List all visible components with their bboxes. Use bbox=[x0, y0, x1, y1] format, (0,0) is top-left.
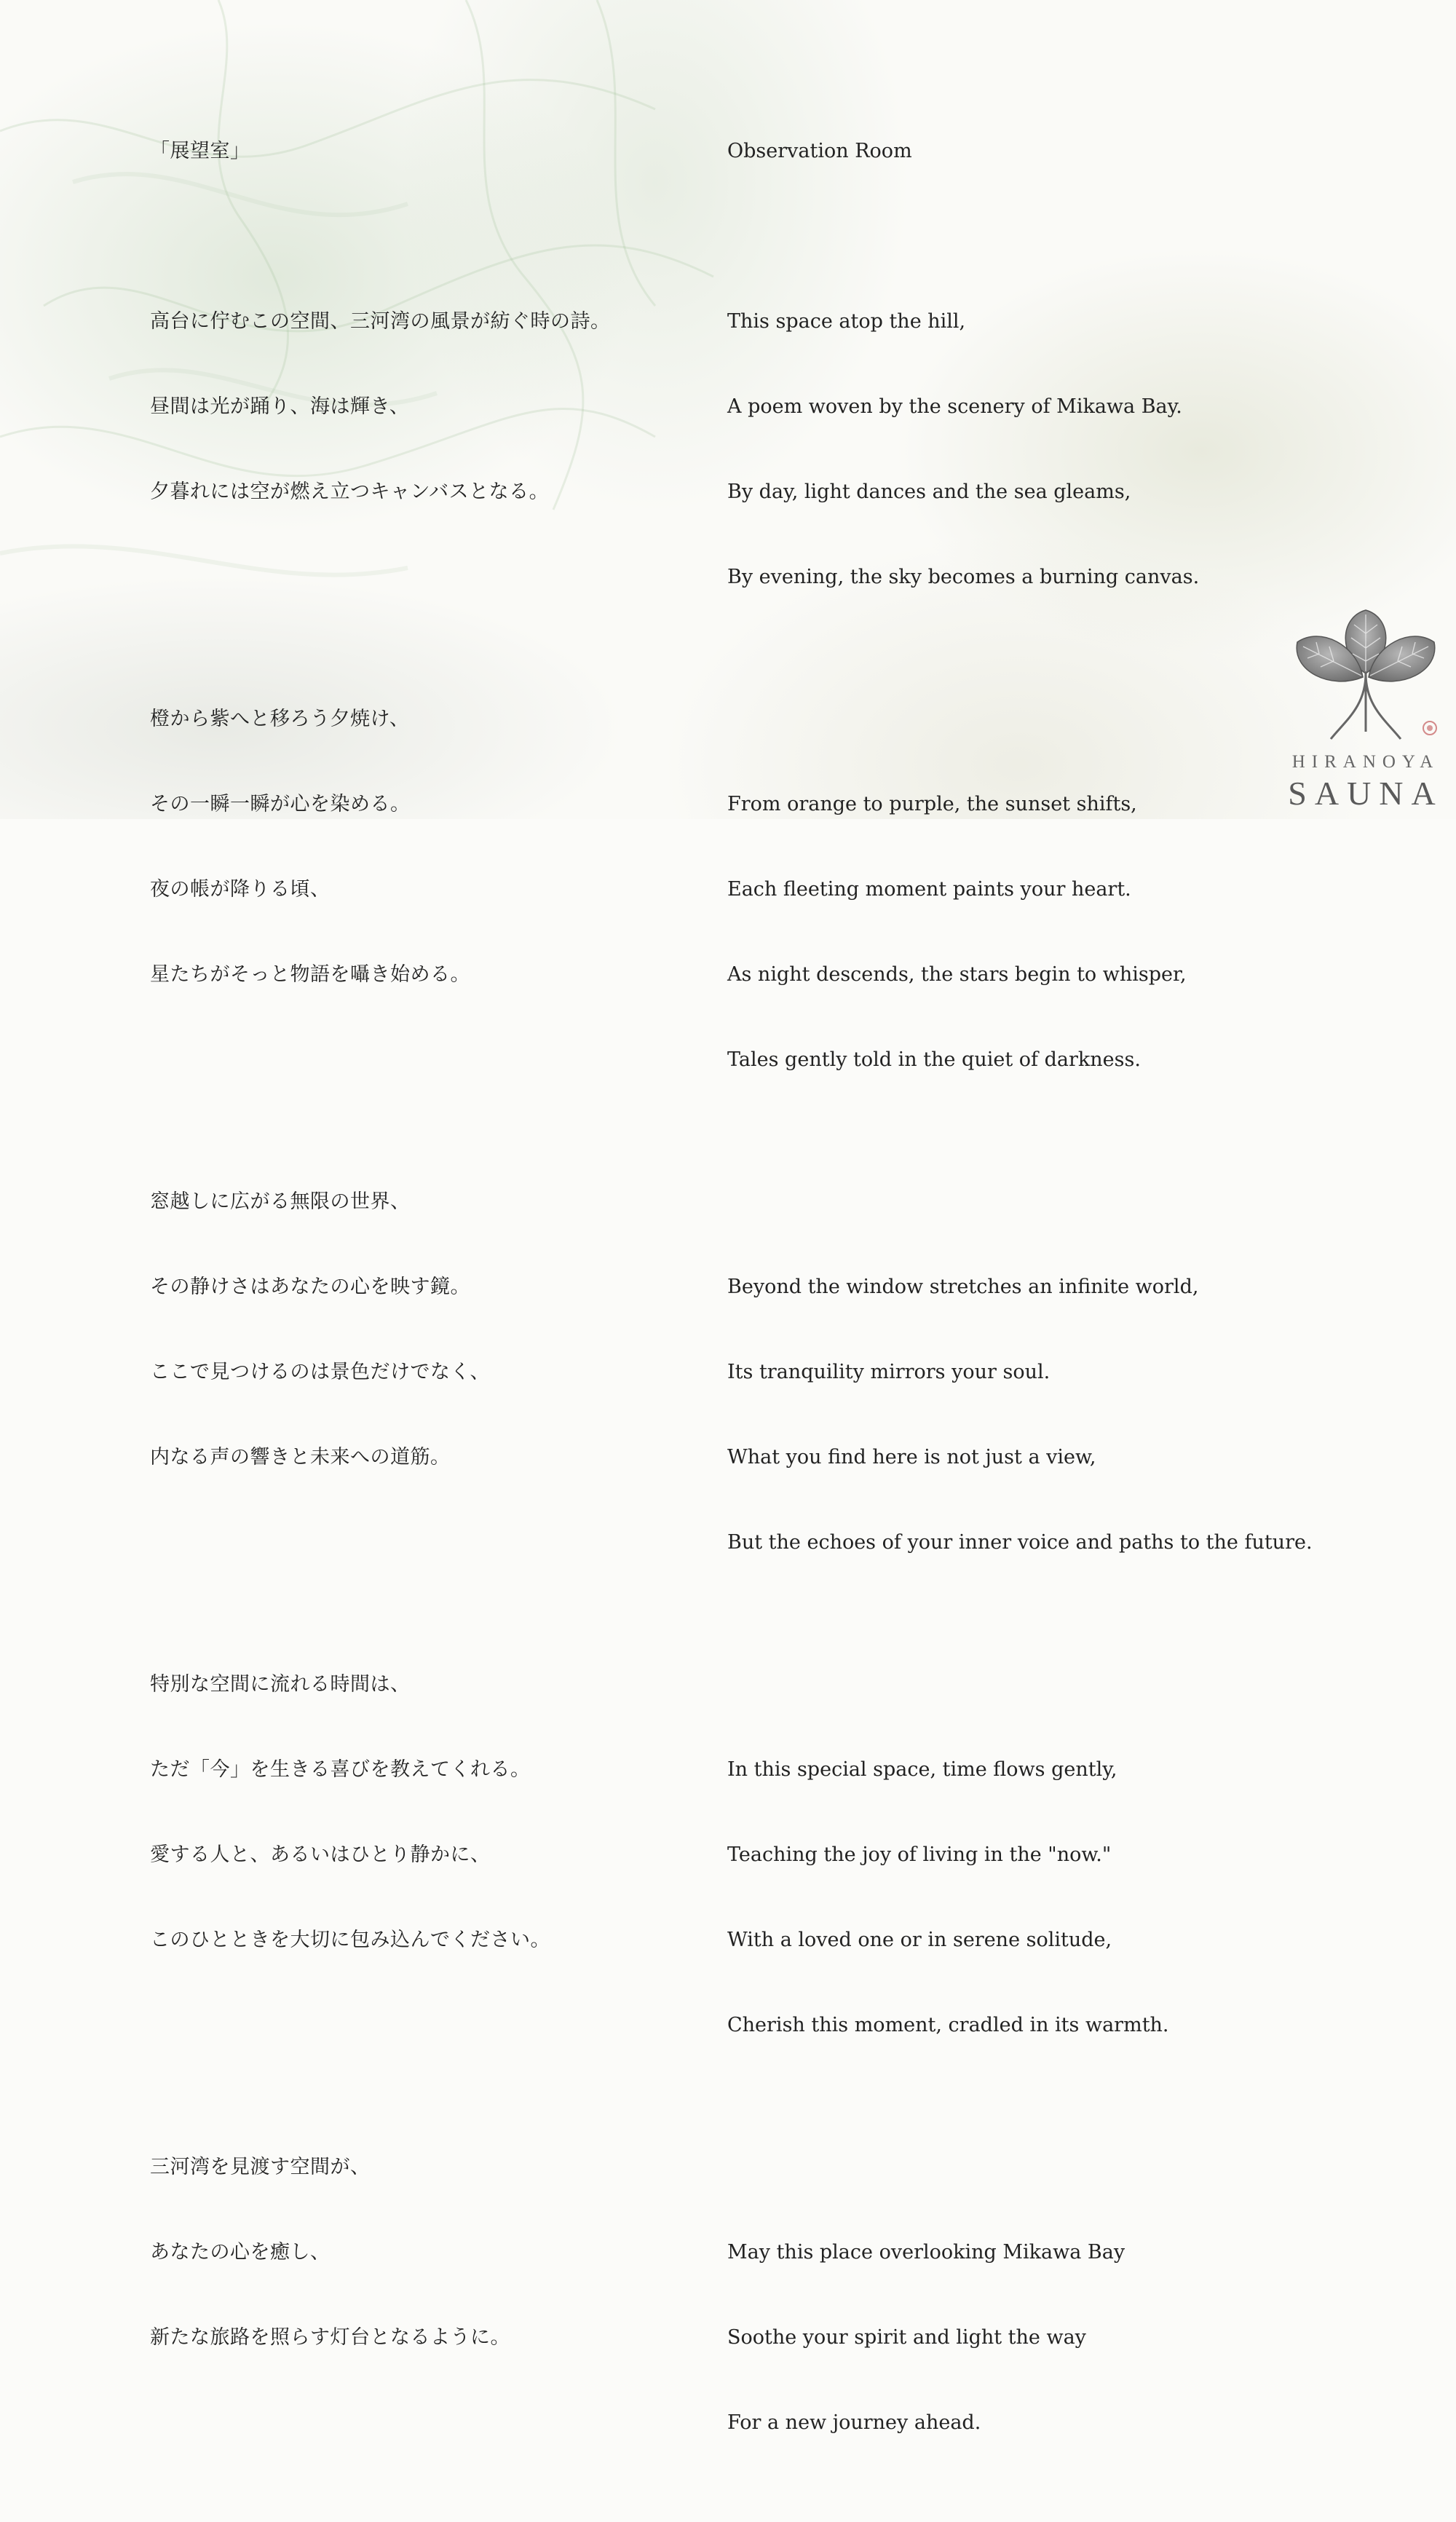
hollyhock-crest-icon bbox=[1287, 604, 1444, 746]
poem-line: このひとときを大切に包み込んでください。 bbox=[150, 1929, 550, 1951]
english-title: Observation Room bbox=[727, 140, 912, 162]
poem-line: A poem woven by the scenery of Mikawa Bay. bbox=[727, 395, 1182, 418]
poem-line: Each fleeting moment paints your heart. bbox=[727, 878, 1131, 901]
poem-line: But the echoes of your inner voice and paths to the future. bbox=[727, 1531, 1313, 1554]
japanese-poem bbox=[150, 80, 703, 2437]
poem-line: Cherish this moment, cradled in its warmth. bbox=[727, 2014, 1169, 2036]
poem-line: ただ「今」を生きる喜びを教えてくれる。 bbox=[150, 1758, 531, 1781]
poem-line: What you find here is not just a view, bbox=[727, 1446, 1096, 1468]
poem-line: Tales gently told in the quiet of darkness. bbox=[727, 1048, 1141, 1071]
poem-line: その一瞬一瞬が心を染める。 bbox=[150, 793, 411, 815]
poem-line: As night descends, the stars begin to whisper, bbox=[727, 963, 1187, 986]
poem-line: ここで見つけるのは景色だけでなく、 bbox=[150, 1361, 490, 1383]
poem-line: Its tranquility mirrors your soul. bbox=[727, 1361, 1051, 1383]
poem-line: 星たちがそっと物語を囁き始める。 bbox=[150, 963, 470, 986]
poem-line: 橙から紫へと移ろう夕焼け、 bbox=[150, 708, 410, 730]
poem-line: Teaching the joy of living in the "now." bbox=[727, 1843, 1112, 1866]
japanese-stanza bbox=[150, 1613, 703, 2011]
poem-line: May this place overlooking Mikawa Bay bbox=[727, 2241, 1125, 2264]
english-poem bbox=[727, 80, 1368, 2522]
poem-line: This space atop the hill, bbox=[727, 310, 966, 333]
poem-line: 新たな旅路を照らす灯台となるように。 bbox=[150, 2326, 510, 2349]
brand-name-top: HIRANOYA bbox=[1291, 752, 1440, 772]
poem-line: 夜の帳が降りる頃、 bbox=[150, 878, 331, 901]
poem-line: Soothe your spirit and light the way bbox=[727, 2326, 1086, 2349]
poem-line: With a loved one or in serene solitude, bbox=[727, 1929, 1112, 1951]
poem-line: 高台に佇むこの空間、三河湾の風景が紡ぐ時の詩。 bbox=[150, 310, 611, 333]
poem-line: 愛する人と、あるいはひとり静かに、 bbox=[150, 1843, 491, 1866]
poem-line: 三河湾を見渡す空間が、 bbox=[150, 2156, 371, 2178]
poem-line: その静けさはあなたの心を映す鏡。 bbox=[150, 1276, 470, 1298]
poem-line: From orange to purple, the sunset shifts, bbox=[727, 793, 1137, 815]
poem-line: 昼間は光が踊り、海は輝き、 bbox=[150, 395, 410, 418]
poem-line: By day, light dances and the sea gleams, bbox=[727, 481, 1131, 503]
poem-line: Beyond the window stretches an infinite world, bbox=[727, 1276, 1199, 1298]
english-stanza bbox=[727, 1699, 1368, 2096]
japanese-stanza bbox=[150, 648, 703, 1045]
poem-line: In this special space, time flows gently, bbox=[727, 1758, 1117, 1781]
poem-line: For a new journey ahead. bbox=[727, 2411, 981, 2434]
japanese-stanza bbox=[150, 250, 703, 563]
english-stanza bbox=[727, 2181, 1368, 2494]
poem-line: 内なる声の響きと未来への道筋。 bbox=[150, 1446, 451, 1468]
hiranoya-sauna-logo bbox=[1281, 604, 1450, 815]
poem-line: あなたの心を癒し、 bbox=[150, 2241, 331, 2264]
poem-line: 夕暮れには空が燃え立つキャンバスとなる。 bbox=[150, 481, 550, 503]
english-stanza bbox=[727, 1216, 1368, 1613]
poem-line: 窓越しに広がる無限の世界、 bbox=[150, 1190, 411, 1213]
english-stanza bbox=[727, 733, 1368, 1131]
english-stanza bbox=[727, 250, 1368, 648]
poem-line: 特別な空間に流れる時間は、 bbox=[150, 1673, 411, 1696]
japanese-stanza bbox=[150, 1131, 703, 1528]
brand-name-bottom: SAUNA bbox=[1288, 775, 1444, 812]
japanese-title: 「展望室」 bbox=[150, 140, 250, 162]
poem-line: By evening, the sky becomes a burning canvas. bbox=[727, 566, 1200, 588]
japanese-stanza bbox=[150, 2096, 703, 2408]
